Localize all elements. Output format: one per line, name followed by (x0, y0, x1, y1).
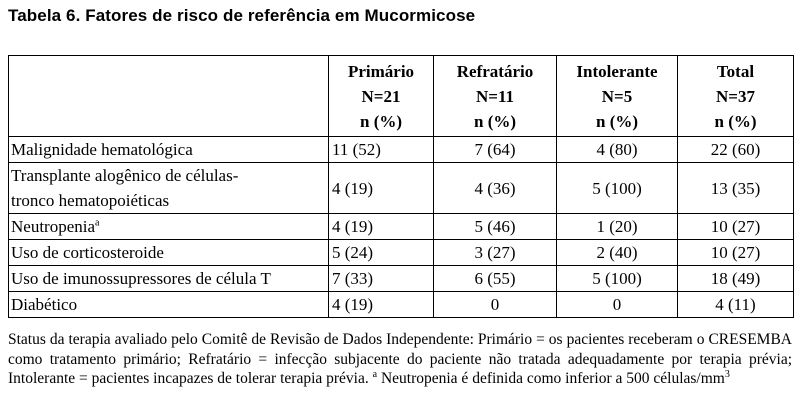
header-empty (9, 56, 329, 137)
table-row (9, 292, 794, 318)
row-label: Neutropenia$^a$ (9, 214, 329, 240)
cell-total: 18 (49) (678, 266, 794, 292)
cell-refratario: 7 (64) (434, 137, 557, 163)
table-title: Tabela 6. Fatores de risco de referência em Mucormicose (8, 6, 476, 25)
cell-intolerante: 4 (80) (557, 137, 678, 163)
risk-factors-table (8, 55, 794, 318)
cell-primario: 7 (33) (329, 266, 434, 292)
table-row (9, 214, 794, 240)
row-label: Uso de corticosteroide (9, 240, 329, 266)
cell-refratario: 3 (27) (434, 240, 557, 266)
header-intolerante: Intolerante N=5 n (%) (557, 56, 678, 137)
cell-total: 10 (27) (678, 214, 794, 240)
cell-refratario: 4 (36) (434, 163, 557, 214)
cell-intolerante: 5 (100) (557, 266, 678, 292)
cell-refratario: 5 (46) (434, 214, 557, 240)
header-primario: Primário N=21 n (%) (329, 56, 434, 137)
cell-intolerante: 1 (20) (557, 214, 678, 240)
cell-intolerante: 0 (557, 292, 678, 318)
cell-primario: 4 (19) (329, 214, 434, 240)
cell-primario: 11 (52) (329, 137, 434, 163)
cell-total: 22 (60) (678, 137, 794, 163)
cell-intolerante: 2 (40) (557, 240, 678, 266)
table-footnote: Status da terapia avaliado pelo Comitê de Revisão de Dados Independente: Primário = os pacientes receberam o CRESEMBA como tratamento primário; Refratário = infecção subjacente do paciente não tratada adequadamente por terapia prévia; Intolerante = pacientes incapazes de tolerar terapia prévia. $^a$ Neutropenia é definida como inferior a 500 células/$mm^3$ (8, 331, 792, 387)
cell-primario: 4 (19) (329, 163, 434, 214)
table-row (9, 137, 794, 163)
header-total: Total N=37 n (%) (678, 56, 794, 137)
table-row (9, 240, 794, 266)
cell-primario: 5 (24) (329, 240, 434, 266)
footnote-marker: a (372, 368, 378, 380)
cell-intolerante: 5 (100) (557, 163, 678, 214)
table-row (9, 266, 794, 292)
cell-total: 13 (35) (678, 163, 794, 214)
footnote-marker: a (95, 217, 100, 229)
cell-refratario: 6 (55) (434, 266, 557, 292)
cell-total: 4 (11) (678, 292, 794, 318)
header-row (9, 56, 794, 137)
row-label: Uso de imunossupressores de célula T (9, 266, 329, 292)
table-row (9, 163, 794, 214)
cell-primario: 4 (19) (329, 292, 434, 318)
cell-refratario: 0 (434, 292, 557, 318)
row-label: Transplante alogênico de células- tronco hematopoiéticas (9, 163, 329, 214)
cell-total: 10 (27) (678, 240, 794, 266)
row-label: Malignidade hematológica (9, 137, 329, 163)
row-label: Diabético (9, 292, 329, 318)
header-refratario: Refratário N=11 n (%) (434, 56, 557, 137)
superscript-3: 3 (724, 368, 730, 380)
